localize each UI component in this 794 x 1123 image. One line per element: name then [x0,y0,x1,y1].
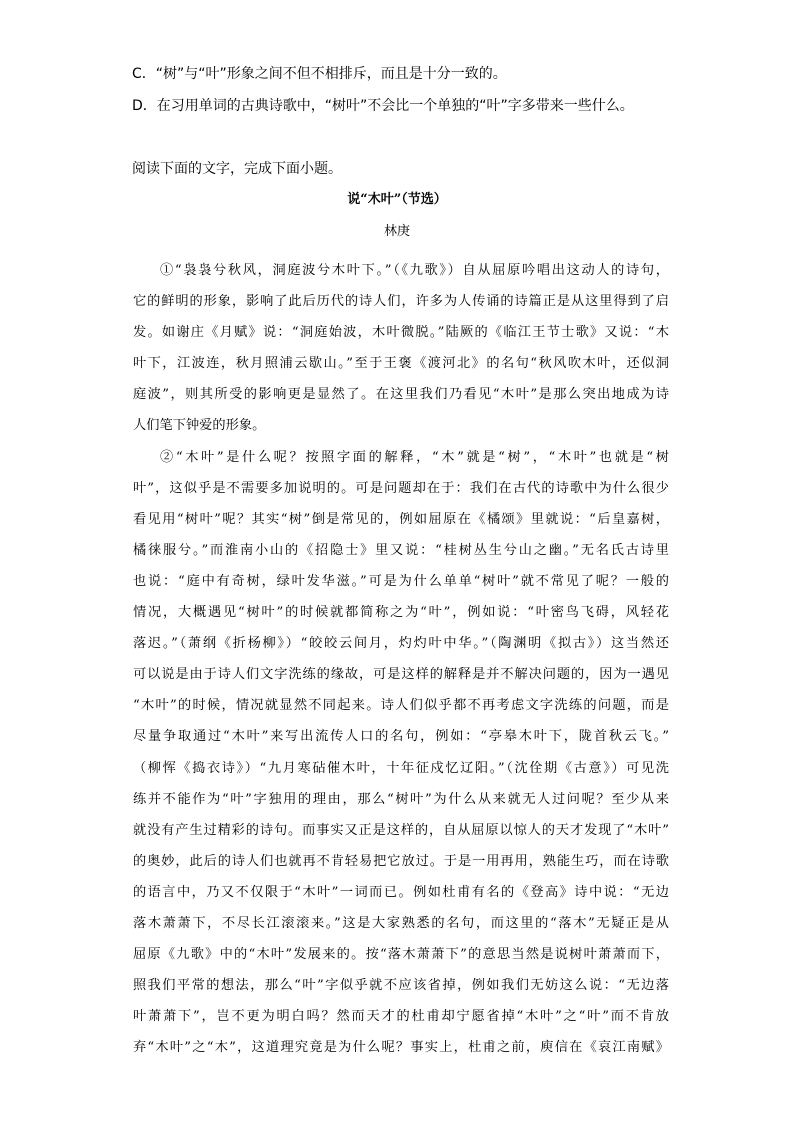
text-line: “木叶”的时候，情况就显然不同起来。诗人们似乎都不再考虑文字洗练的问题，而是 [133,698,669,714]
text-line: ②“木叶”是什么呢？按照字面的解释，“木”就是“树”，“木叶”也就是“树 [160,449,669,465]
text-line: 就没有产生过精彩的诗句。而事实又正是这样的，自从屈原以惊人的天才发现了“木叶” [133,822,669,838]
article-body [133,255,669,1063]
text-line: 的语言中，乃又不仅限于“木叶”一词而已。例如杜甫有名的《登高》诗中说：“无边 [133,884,669,900]
text-line: 尽量争取通过“木叶”来写出流传人口的名句，例如：“亭皋木叶下，陇首秋云飞。” [133,729,669,745]
article-title: 说“木叶”（节选） [347,192,447,207]
text-line: 橘徕服兮。”而淮南小山的《招隐士》里又说：“桂树丛生兮山之幽。”无名氏古诗里 [133,542,669,558]
text-line: 落迟。”（萧纲《折杨柳》）“皎皎云间月，灼灼叶中华。”（陶渊明《拟古》）这当然还 [133,636,669,652]
text-line: 庭波”，则其所受的影响更是显然了。在这里我们乃看见“木叶”是那么突出地成为诗 [133,387,669,403]
text-line: 叶萧萧下”，岂不更为明白吗？然而天才的杜甫却宁愿省掉“木叶”之“叶”而不肯放 [133,1009,669,1025]
text-line: 练并不能作为“叶”字独用的理由，那么“树叶”为什么从来就无人过问呢？至少从来 [133,791,669,807]
text-line: （柳恽《捣衣诗》）“九月寒砧催木叶，十年征戍忆辽阳。”（沈佺期《古意》）可见洗 [133,760,669,776]
text-line: 照我们平常的想法，那么“叶”字似乎就不应该省掉，例如我们无妨这么说：“无边落 [133,978,669,994]
option-d: D．在习用单词的古典诗歌中，“树叶”不会比一个单独的“叶”字多带来一些什么。 [132,98,634,114]
text-line: 发。如谢庄《月赋》说：“洞庭始波，木叶微脱。”陆厥的《临江王节士歌》又说：“木 [133,325,669,341]
article-author: 林庚 [383,224,410,239]
text-line: 情况，大概遇见“树叶”的时候就都简称之为“叶”，例如说：“叶密鸟飞碍，风轻花 [133,605,669,621]
text-line: 也说：“庭中有奇树，绿叶发华滋。”可是为什么单单“树叶”就不常见了呢？一般的 [133,573,669,589]
text-line: 叶下，江波连，秋月照浦云歇山。”至于王褒《渡河北》的名句“秋风吹木叶，还似洞 [133,356,669,372]
option-c: C．“树”与“叶”形象之间不但不相排斥，而且是十分一致的。 [132,66,507,82]
reading-instruction: 阅读下面的文字，完成下面小题。 [132,161,342,177]
text-line: 落木萧萧下，不尽长江滚滚来。”这是大家熟悉的名句，而这里的“落木”无疑正是从 [133,915,669,931]
text-line: 人们笔下钟爱的形象。 [133,418,266,434]
text-line: 屈原《九歌》中的“木叶”发展来的。按“落木萧萧下”的意思当然是说树叶萧萧而下， [133,947,669,963]
text-line: 的奥妙，此后的诗人们也就再不肯轻易把它放过。于是一用再用，熟能生巧，而在诗歌 [133,853,669,869]
text-line: 它的鲜明的形象，影响了此后历代的诗人们，许多为人传诵的诗篇正是从这里得到了启 [133,294,669,310]
text-line: 弃“木叶”之“木”，这道理究竟是为什么呢？事实上，杜甫之前，庾信在《哀江南赋》 [133,1040,669,1056]
text-line: 看见用“树叶”呢？其实“树”倒是常见的，例如屈原在《橘颂》里就说：“后皇嘉树， [133,511,669,527]
text-line: 叶”，这似乎是不需要多加说明的。可是问题却在于：我们在古代的诗歌中为什么很少 [133,480,669,496]
text-line: 可以说是由于诗人们文字洗练的缘故，可是这样的解释是并不解决问题的，因为一遇见 [133,667,669,683]
text-line: ①“袅袅兮秋风，洞庭波兮木叶下。”（《九歌》）自从屈原吟唱出这动人的诗句， [160,263,669,278]
